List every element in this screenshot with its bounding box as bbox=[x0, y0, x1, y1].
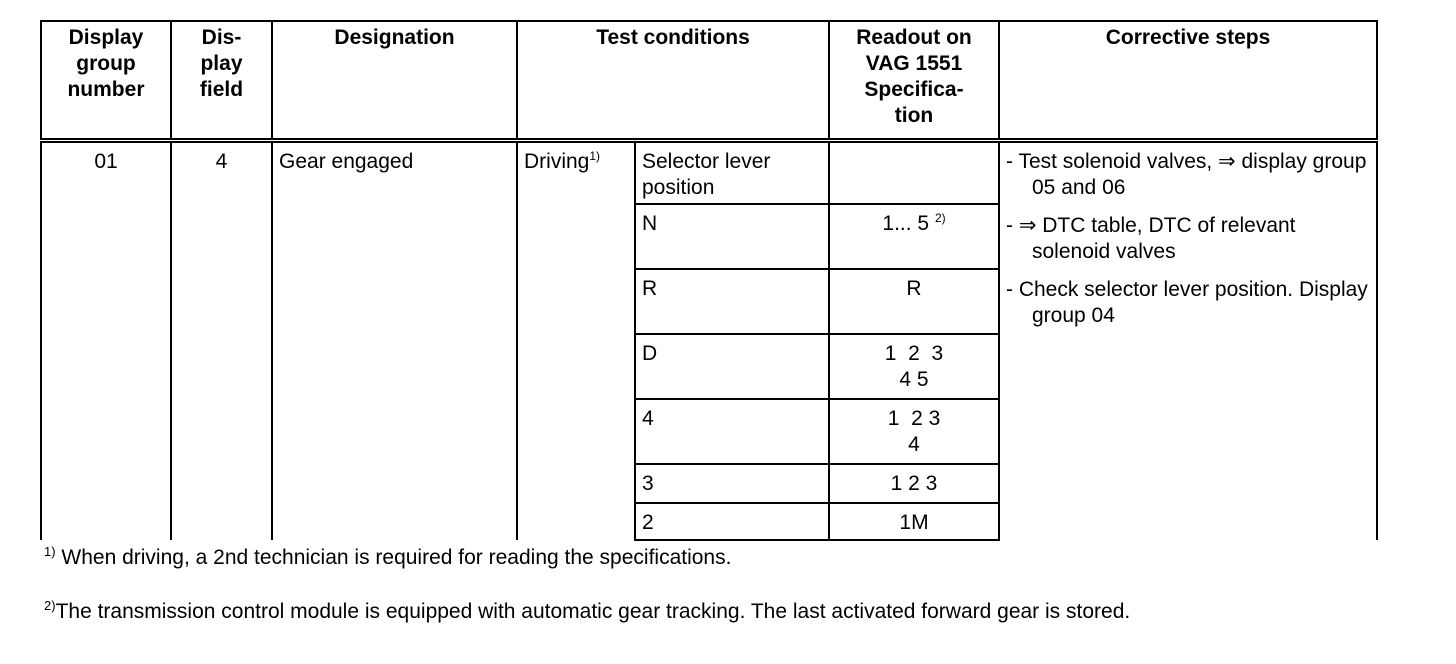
selector-cell: R bbox=[635, 269, 829, 334]
footnote-mark: 1) bbox=[44, 544, 56, 559]
readout-cell: 1 2 3 4 5 bbox=[829, 334, 999, 399]
header-display-field: Dis- play field bbox=[171, 21, 272, 140]
table-row bbox=[41, 140, 1377, 204]
readout-cell: 1M bbox=[829, 503, 999, 540]
header-designation: Designation bbox=[272, 21, 517, 140]
readout-cell: 1 2 3 bbox=[829, 464, 999, 503]
selector-cell: Selector lever position bbox=[635, 140, 829, 204]
readout-text: 1... 5 bbox=[882, 212, 930, 235]
selector-cell: N bbox=[635, 204, 829, 269]
selector-cell: 3 bbox=[635, 464, 829, 503]
header-test-conditions: Test conditions bbox=[517, 21, 829, 140]
selector-cell: 2 bbox=[635, 503, 829, 540]
header-readout: Readout on VAG 1551 Specifica- tion bbox=[829, 21, 999, 140]
selector-cell: 4 bbox=[635, 399, 829, 464]
display-field-cell: 4 bbox=[171, 140, 272, 540]
readout-cell bbox=[829, 204, 999, 269]
corrective-step: - Test solenoid valves, ⇒ display group 05 and 06 bbox=[1006, 149, 1367, 199]
header-display-group-number: Display group number bbox=[41, 21, 171, 140]
readout-cell: 1 2 3 4 bbox=[829, 399, 999, 464]
selector-cell: D bbox=[635, 334, 829, 399]
corrective-step: - ⇒ DTC table, DTC of relevant solenoid valves bbox=[1006, 213, 1296, 263]
footnote-text: The transmission control module is equipped with automatic gear tracking. The last activated forward gear is stored. bbox=[55, 600, 1131, 623]
footnotes bbox=[44, 544, 1364, 625]
readout-cell bbox=[829, 140, 999, 204]
condition-text: Driving bbox=[524, 149, 590, 173]
footnote-text: When driving, a 2nd technician is required for reading the specifications. bbox=[55, 546, 732, 569]
header-row bbox=[41, 21, 1377, 140]
diagnostic-table bbox=[40, 20, 1378, 541]
designation-cell: Gear engaged bbox=[272, 140, 517, 540]
corrective-step: - Check selector lever position. Display group 04 bbox=[1006, 277, 1368, 327]
footnote-ref-1: 1) bbox=[589, 148, 601, 163]
condition-cell bbox=[517, 140, 635, 540]
footnote-2 bbox=[44, 598, 1364, 625]
corrective-steps-cell bbox=[999, 140, 1377, 540]
footnote-ref-2: 2) bbox=[934, 211, 946, 225]
footnote-1 bbox=[44, 544, 1364, 571]
readout-cell: R bbox=[829, 269, 999, 334]
display-group-number-cell: 01 bbox=[41, 140, 171, 540]
footnote-mark: 2) bbox=[44, 598, 56, 613]
header-corrective-steps: Corrective steps bbox=[999, 21, 1377, 140]
